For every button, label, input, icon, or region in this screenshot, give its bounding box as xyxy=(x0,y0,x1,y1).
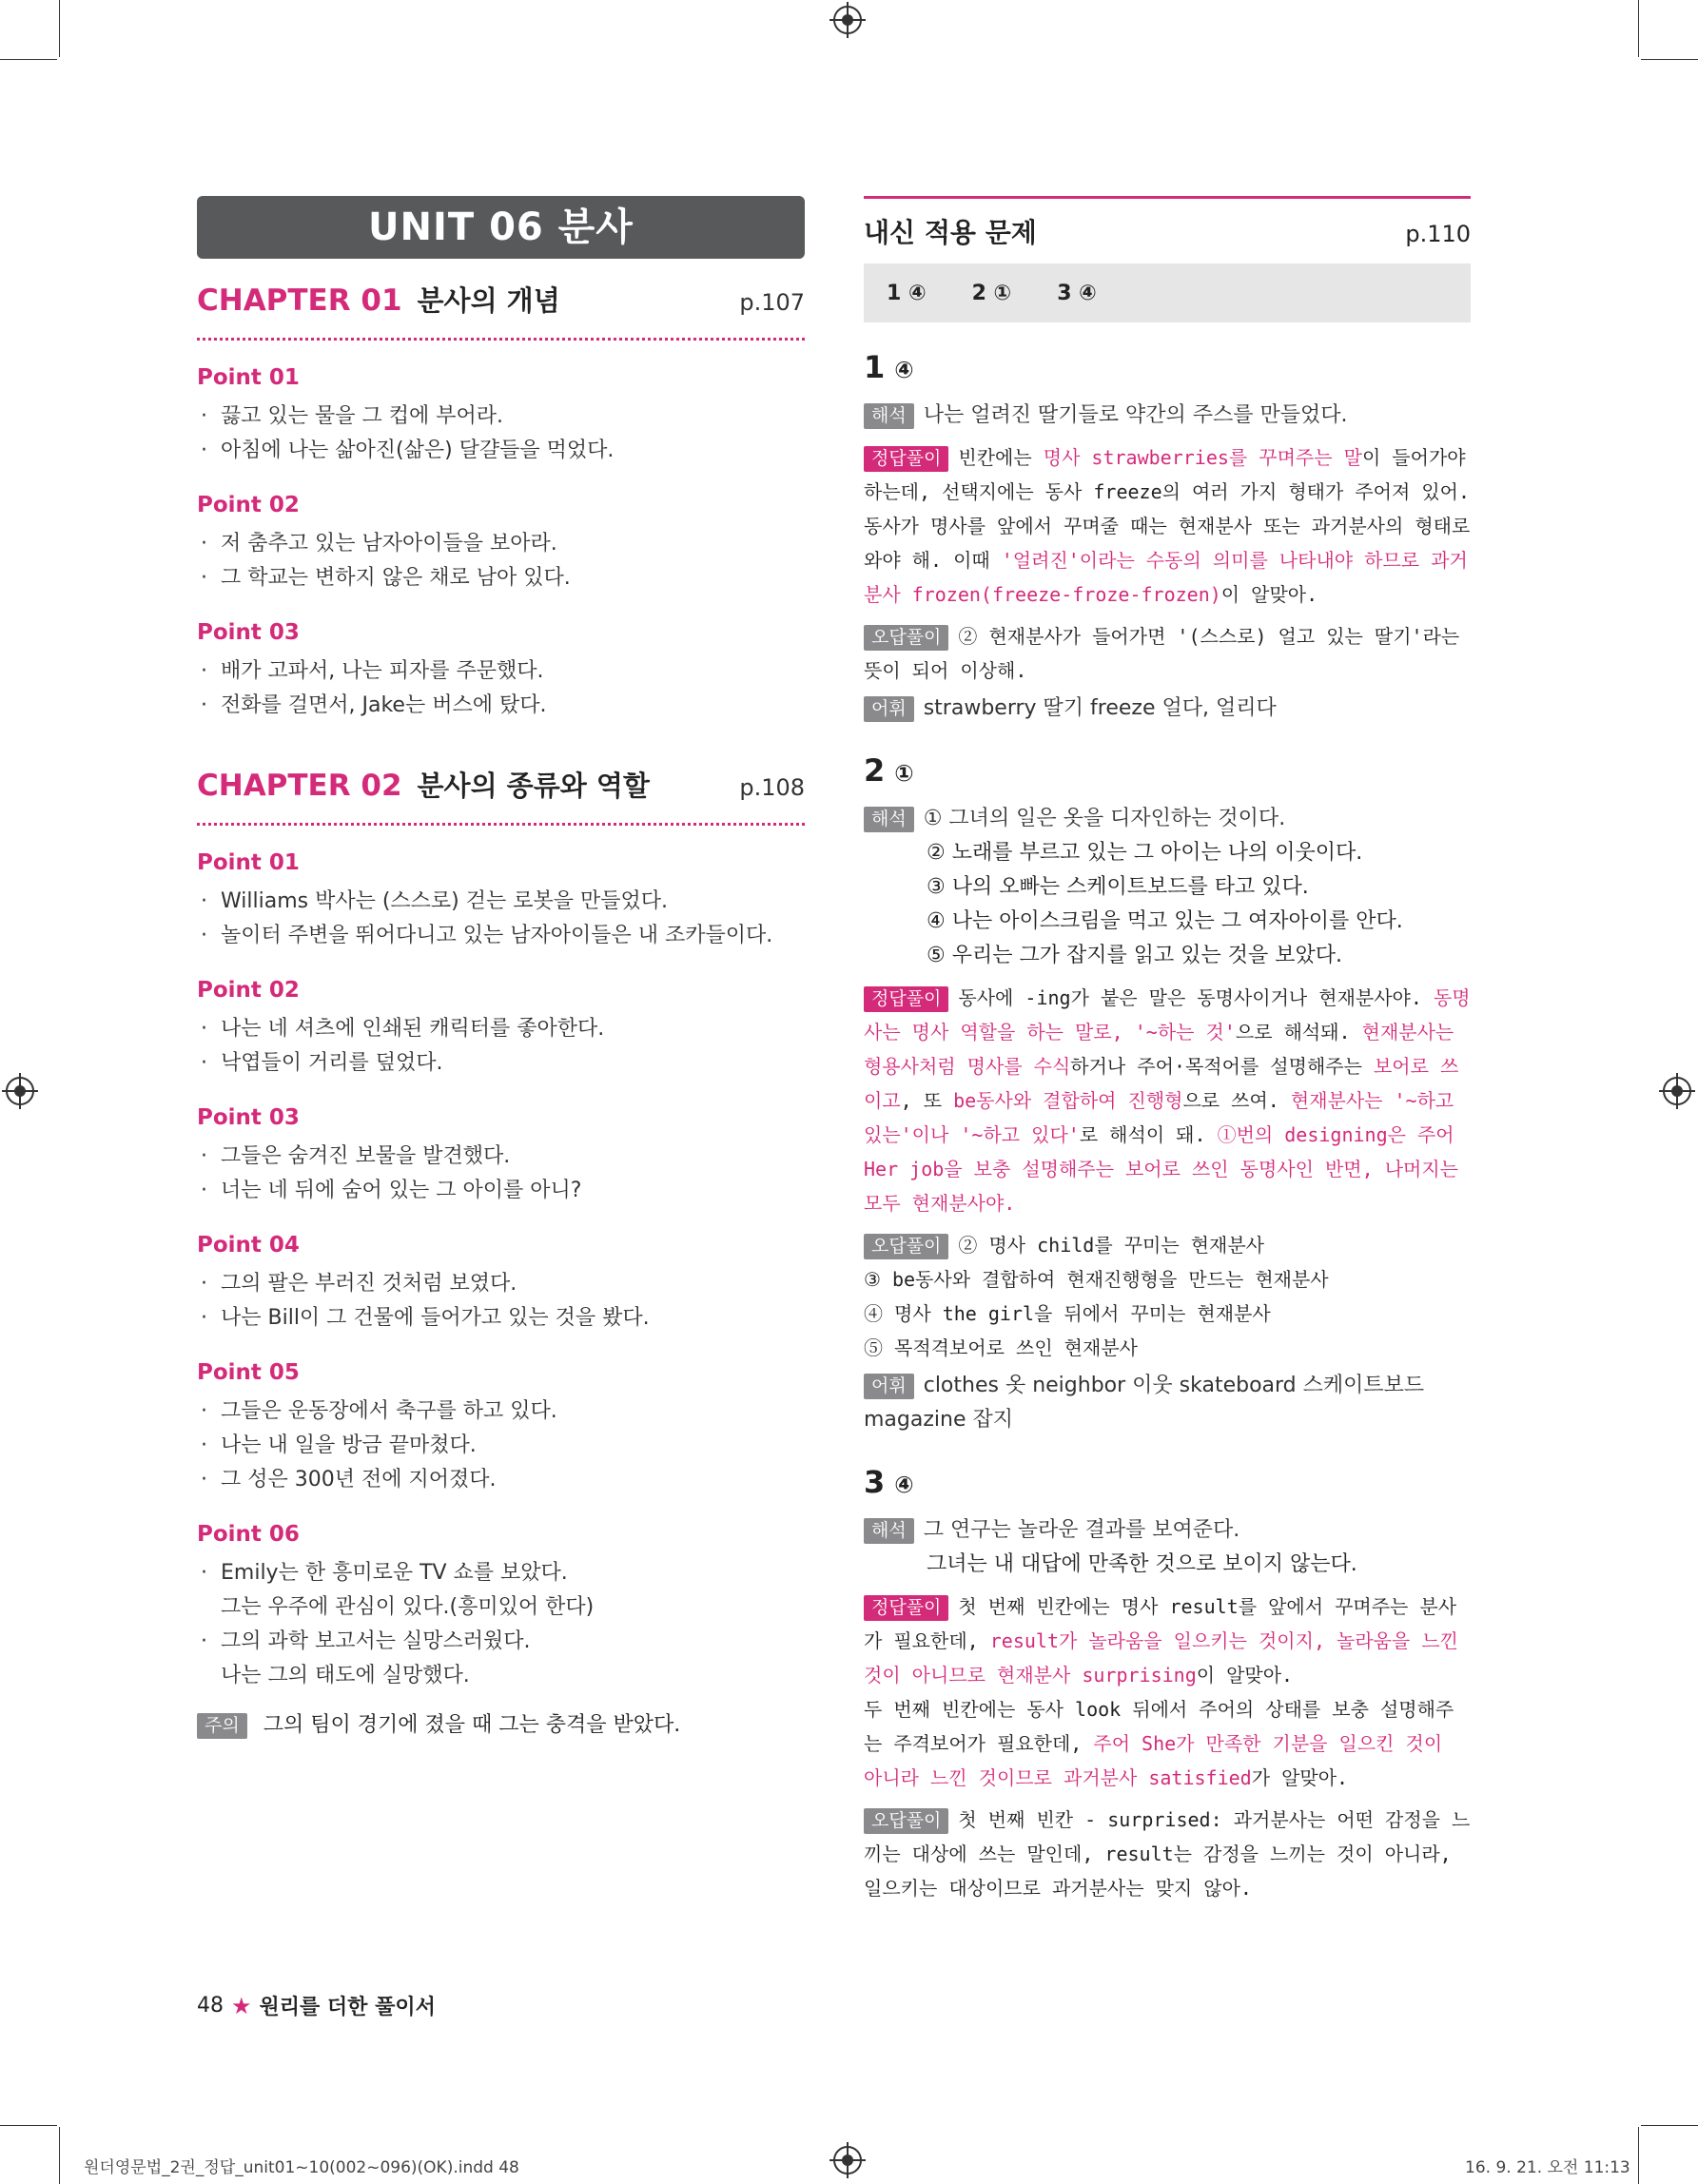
caution-tag: 주의 xyxy=(197,1713,247,1739)
highlight-text: ①번의 designing은 주어 Her job을 보충 설명해주는 보어로 쓰인 동명사인 반면, 나머지는 모두 현재분사야. xyxy=(864,1123,1458,1215)
translation xyxy=(864,399,1471,433)
point-block xyxy=(197,1105,805,1208)
chapter-1-header xyxy=(197,280,805,341)
crop-mark xyxy=(1641,59,1698,60)
wrong-answer-text: ⑤ 목적격보어로 쓰인 현재분사 xyxy=(864,1336,1138,1359)
answer-item: 3 ④ xyxy=(1057,281,1097,305)
point-title: Point 02 xyxy=(197,493,300,517)
explanation-text: 동사에 -ing가 붙은 말은 동명사이거나 현재분사야. xyxy=(958,986,1434,1009)
vocabulary xyxy=(864,1369,1471,1437)
example-sentence: · 그들은 운동장에서 축구를 하고 있다. xyxy=(197,1394,805,1429)
question-1 xyxy=(864,349,1471,726)
wrong-answer-text: ④ 명사 the girl을 뒤에서 꾸미는 현재분사 xyxy=(864,1302,1271,1325)
translation-text: ① 그녀의 일은 옷을 디자인하는 것이다. xyxy=(923,807,1286,830)
print-slug-date: 16. 9. 21. 오전 11:13 xyxy=(1465,2158,1630,2177)
explanation-text: 으로 쓰여. xyxy=(1182,1089,1291,1112)
explanation xyxy=(864,981,1471,1220)
explanation-tag: 정답풀이 xyxy=(864,1595,948,1621)
star-icon: ★ xyxy=(231,1992,252,2019)
explanation-tag: 정답풀이 xyxy=(864,986,948,1012)
question-num: 3 xyxy=(864,1464,886,1500)
wrong-answer-tag: 오답풀이 xyxy=(864,1808,948,1834)
explanation-text: 으로 해석돼. xyxy=(1235,1021,1362,1043)
example-sentence: · 그들은 숨겨진 보물을 발견했다. xyxy=(197,1140,805,1174)
chapter-page: p.108 xyxy=(739,774,805,801)
explanation-text: 이 알맞아. xyxy=(1196,1664,1294,1687)
section-title: 내신 적용 문제 xyxy=(864,217,1037,248)
crop-mark xyxy=(59,0,60,57)
crop-mark xyxy=(0,59,57,60)
point-block xyxy=(197,850,805,953)
example-sentence xyxy=(197,1556,805,1625)
explanation-text: 하거나 주어·목적어를 설명해주는 xyxy=(1070,1055,1374,1078)
chapter-title: 분사의 종류와 역할 xyxy=(417,770,650,802)
wrong-answer-text: 첫 번째 빈칸 - surprised: 과거분사는 어떤 감정을 느끼는 대상에 쓰는 말인데, result는 감정을 느끼는 것이 아니라, 일으키는 대상이므로 과거분사는 맞지 않아. xyxy=(864,1808,1471,1900)
sentence-line: 그는 우주에 관심이 있다.(흥미있어 한다) xyxy=(221,1595,595,1619)
book-title: 원리를 더한 풀이서 xyxy=(259,1996,436,2019)
registration-mark-icon xyxy=(1663,1077,1691,1105)
wrong-answer-text: ② 현재분사가 들어가면 '(스스로) 얼고 있는 딸기'라는 뜻이 되어 이상해. xyxy=(864,625,1460,682)
explanation-text: 빈칸에는 xyxy=(958,446,1044,469)
example-sentence: · 끓고 있는 물을 그 컵에 부어라. xyxy=(197,400,805,434)
translation-text: ⑤ 우리는 그가 잡지를 읽고 있는 것을 보았다. xyxy=(927,944,1342,967)
point-title: Point 03 xyxy=(197,1105,300,1130)
caution-text: 그의 팀이 경기에 졌을 때 그는 충격을 받았다. xyxy=(263,1713,681,1737)
chapter-number: CHAPTER 02 xyxy=(197,769,402,803)
explanation xyxy=(864,1589,1471,1795)
example-sentence: · 낙엽들이 거리를 덮었다. xyxy=(197,1046,805,1081)
unit-title: UNIT 06 분사 xyxy=(197,196,805,259)
caution-note xyxy=(197,1708,805,1739)
wrong-answer-explanation xyxy=(864,1228,1471,1365)
translation-text: 그녀는 내 대답에 만족한 것으로 보이지 않는다. xyxy=(927,1552,1357,1576)
point-block xyxy=(197,365,805,468)
highlight-text: 보어로 쓰이고 xyxy=(864,1055,1459,1112)
wrong-answer-explanation xyxy=(864,1803,1471,1905)
highlight-text: '얼려진'이라는 수동의 의미를 나타내야 하므로 과거분사 frozen(freeze-froze-frozen) xyxy=(864,549,1468,606)
explanation-text: , 또 xyxy=(900,1089,954,1112)
highlight-text: 현재분사는 '~하고 있는'이나 '~하고 있다' xyxy=(864,1089,1454,1146)
explanation-tag: 정답풀이 xyxy=(864,446,948,472)
vocabulary-text: strawberry 딸기 freeze 얼다, 얼리다 xyxy=(923,696,1277,720)
point-block xyxy=(197,1360,805,1497)
translation-text: 그 연구는 놀라운 결과를 보여준다. xyxy=(923,1518,1240,1542)
question-2 xyxy=(864,752,1471,1437)
explanation-text: 이 들어가야 하는데, 선택지에는 동사 freeze의 여러 가지 형태가 주어져 있어. 동사가 명사를 앞에서 꾸며줄 때는 현재분사 또는 과거분사의 형태로 와야 해. 이때 xyxy=(864,446,1471,572)
chapter-number: CHAPTER 01 xyxy=(197,283,402,318)
example-sentence: · 너는 네 뒤에 숨어 있는 그 아이를 아니? xyxy=(197,1174,805,1208)
answer-summary xyxy=(864,263,1471,322)
registration-mark-icon xyxy=(833,2146,862,2174)
question-number xyxy=(864,752,1471,789)
explanation xyxy=(864,440,1471,612)
point-title: Point 04 xyxy=(197,1233,300,1258)
example-sentence: · 전화를 걸면서, Jake는 버스에 탔다. xyxy=(197,689,805,723)
highlight-text: result가 놀라움을 일으키는 것이지, 놀라움을 느낀 것이 아니므로 현재분사 surprising xyxy=(864,1629,1458,1687)
registration-mark-icon xyxy=(6,1077,34,1105)
point-title: Point 01 xyxy=(197,850,300,875)
vocabulary-tag: 어휘 xyxy=(864,696,914,722)
print-slug-file: 원더영문법_2권_정답_unit01~10(002~096)(OK).indd 48 xyxy=(84,2158,519,2177)
wrong-answer-text: ② 명사 child를 꾸미는 현재분사 xyxy=(958,1234,1264,1257)
crop-mark xyxy=(1638,2127,1639,2184)
translation-text: ② 노래를 부르고 있는 그 아이는 나의 이웃이다. xyxy=(927,841,1363,865)
wrong-answer-text: ③ be동사와 결합하여 현재진행형을 만드는 현재분사 xyxy=(864,1268,1329,1291)
point-title: Point 02 xyxy=(197,978,300,1003)
example-sentence: · 놀이터 주변을 뛰어다니고 있는 남자아이들은 내 조카들이다. xyxy=(197,919,805,953)
answer-item: 2 ① xyxy=(971,281,1012,305)
section-page: p.110 xyxy=(1405,221,1471,247)
sentence-line: Emily는 한 흥미로운 TV 쇼를 보았다. xyxy=(221,1561,568,1585)
point-title: Point 05 xyxy=(197,1360,300,1385)
point-title: Point 03 xyxy=(197,620,300,645)
vocabulary-text: clothes 옷 neighbor 이웃 skateboard 스케이트보드 magazine 잡지 xyxy=(864,1374,1425,1432)
crop-mark xyxy=(1638,0,1639,57)
page-number: 48 xyxy=(197,1994,224,2018)
question-answer: ④ xyxy=(894,357,914,383)
right-column xyxy=(864,196,1471,1905)
translation xyxy=(864,1513,1471,1548)
example-sentence: · 나는 내 일을 방금 끝마쳤다. xyxy=(197,1429,805,1463)
wrong-answer-explanation xyxy=(864,619,1471,688)
translation-text: 나는 얼려진 딸기들로 약간의 주스를 만들었다. xyxy=(923,403,1348,427)
highlight-text: 동명사는 명사 역할을 하는 말로, '~하는 것' xyxy=(864,986,1471,1043)
sentence-line: 나는 그의 태도에 실망했다. xyxy=(221,1664,470,1687)
crop-mark xyxy=(0,2125,57,2126)
chapter-2-header xyxy=(197,765,805,826)
section-header xyxy=(864,196,1471,250)
highlight-text: 주어 She가 만족한 기분을 일으킨 것이 아니라 느낀 것이므로 과거분사 satisfied xyxy=(864,1732,1443,1789)
translation-text: ④ 나는 아이스크림을 먹고 있는 그 여자아이를 안다. xyxy=(927,909,1403,933)
question-num: 2 xyxy=(864,752,886,789)
explanation-text: 이 알맞아. xyxy=(1220,583,1318,606)
point-title: Point 06 xyxy=(197,1522,300,1547)
vocabulary-tag: 어휘 xyxy=(864,1374,914,1399)
point-block xyxy=(197,620,805,723)
chapter-page: p.107 xyxy=(739,289,805,316)
point-title: Point 01 xyxy=(197,365,300,390)
answer-item: 1 ④ xyxy=(887,281,927,305)
point-block xyxy=(197,1233,805,1336)
translation-tag: 해석 xyxy=(864,403,914,429)
example-sentence: · 나는 Bill이 그 건물에 들어가고 있는 것을 봤다. xyxy=(197,1301,805,1336)
example-sentence: · 저 춤추고 있는 남자아이들을 보아라. xyxy=(197,527,805,561)
question-number xyxy=(864,349,1471,385)
highlight-text: 현재분사는 형용사처럼 명사를 수식 xyxy=(864,1021,1454,1078)
question-answer: ① xyxy=(894,760,914,787)
left-column xyxy=(197,196,805,1739)
crop-mark xyxy=(1641,2125,1698,2126)
highlight-text: be동사와 결합하여 진행형 xyxy=(953,1089,1183,1112)
example-sentence: · 그 성은 300년 전에 지어졌다. xyxy=(197,1463,805,1497)
highlight-text: 명사 strawberries를 꾸며주는 말 xyxy=(1043,446,1362,469)
question-answer: ④ xyxy=(894,1472,914,1498)
explanation-text: 가 알맞아. xyxy=(1251,1766,1349,1789)
chapter-title: 분사의 개념 xyxy=(417,284,560,317)
point-block xyxy=(197,493,805,595)
example-sentence: · 배가 고파서, 나는 피자를 주문했다. xyxy=(197,654,805,689)
sentence-line: 그의 과학 보고서는 실망스러웠다. xyxy=(221,1629,531,1653)
example-sentence: · Williams 박사는 (스스로) 걷는 로봇을 만들었다. xyxy=(197,885,805,919)
translation-tag: 해석 xyxy=(864,1518,914,1544)
crop-mark xyxy=(59,2127,60,2184)
wrong-answer-tag: 오답풀이 xyxy=(864,1234,948,1259)
wrong-answer-tag: 오답풀이 xyxy=(864,625,948,651)
translation xyxy=(864,802,1471,836)
question-number xyxy=(864,1464,1471,1500)
example-sentence: · 나는 네 셔츠에 인쇄된 캐릭터를 좋아한다. xyxy=(197,1012,805,1046)
question-3 xyxy=(864,1464,1471,1905)
point-block xyxy=(197,978,805,1081)
point-block xyxy=(197,1522,805,1693)
translation-text: ③ 나의 오빠는 스케이트보드를 타고 있다. xyxy=(927,875,1309,899)
example-sentence: · 그의 팔은 부러진 것처럼 보였다. xyxy=(197,1267,805,1301)
example-sentence xyxy=(197,1625,805,1693)
example-sentence: · 그 학교는 변하지 않은 채로 남아 있다. xyxy=(197,561,805,595)
page-footer xyxy=(197,1991,436,2020)
explanation-text: 첫 번째 빈칸에는 명사 result를 앞에서 꾸며주는 분사가 필요한데, xyxy=(864,1595,1457,1652)
question-num: 1 xyxy=(864,349,886,385)
example-sentence: · 아침에 나는 삶아진(삶은) 달걀들을 먹었다. xyxy=(197,434,805,468)
translation-tag: 해석 xyxy=(864,807,914,832)
explanation-text: 두 번째 빈칸에는 동사 look 뒤에서 주어의 상태를 보충 설명해주는 주격보어가 필요한데, xyxy=(864,1698,1454,1755)
vocabulary xyxy=(864,692,1471,726)
registration-mark-icon xyxy=(833,6,862,34)
explanation-text: 로 해석이 돼. xyxy=(1079,1123,1218,1146)
